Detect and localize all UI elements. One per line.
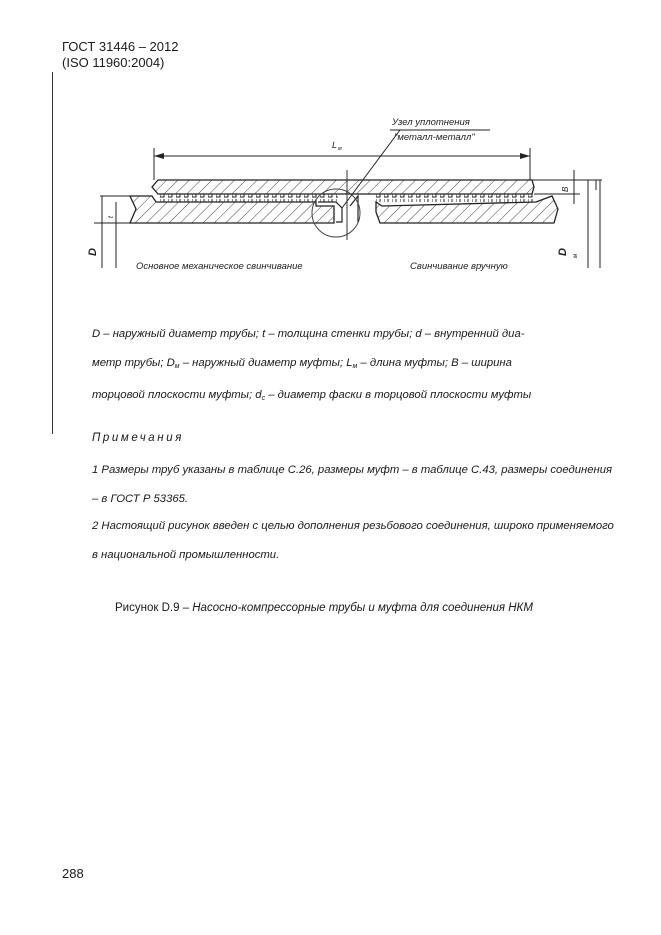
figure-caption <box>115 602 533 614</box>
margin-change-bar <box>52 72 53 434</box>
dimension-lm <box>154 140 530 180</box>
standard-number: ГОСТ 31446 – 2012 <box>62 39 179 54</box>
coupling-body <box>152 180 534 194</box>
document-header <box>62 39 178 71</box>
d-left-label: D <box>87 248 99 256</box>
legend-text: D – наружный диаметр трубы; t – толщина стенки трубы; d – внутренний диа- <box>92 328 525 340</box>
thread-zone-left <box>160 194 338 202</box>
legend-subscript: c <box>261 395 266 402</box>
t-label: t <box>108 216 115 218</box>
legend-subscript: м <box>352 362 358 370</box>
legend-text: – длина муфты; B – ширина <box>357 356 512 369</box>
note-2: 2 Настоящий рисунок введен с целью дополнения резьбового соединения, широко применяемого в национальной промышленности. <box>92 520 614 561</box>
legend-text: торцовой плоскости муфты; d <box>92 389 262 401</box>
legend-subscript: м <box>174 362 180 370</box>
callout-line1: Узел уплотнения <box>392 117 470 128</box>
symbols-legend <box>92 320 592 414</box>
lm-label: L <box>332 140 338 150</box>
iso-reference: (ISO 11960:2004) <box>62 55 165 70</box>
legend-text: – диаметр фаски в торцовой плоскости муфты <box>265 389 532 401</box>
caption-main-makeup: Основное механическое свинчивание <box>136 261 303 272</box>
caption-prefix: Рисунок D.9 – <box>115 602 193 614</box>
dimension-dm-right <box>557 180 602 268</box>
lm-sub: м <box>338 146 342 152</box>
dimension-b <box>532 170 580 204</box>
legend-line-2 <box>92 349 592 382</box>
dimension-d-left <box>87 196 136 268</box>
thread-zone-right <box>374 194 534 202</box>
legend-line-3 <box>92 381 592 414</box>
b-label: B <box>561 186 570 192</box>
coupling-drawing <box>80 108 620 283</box>
notes-heading: Примечания <box>92 432 184 444</box>
caption-hand-makeup: Свинчивание вручную <box>410 261 508 272</box>
legend-text: – наружный диаметр муфты; L <box>179 356 353 369</box>
page-number: 288 <box>62 866 84 881</box>
callout-line2: "металл-металл" <box>394 132 475 143</box>
d-right-sub: м <box>573 253 579 258</box>
legend-line-1 <box>92 320 592 349</box>
note-1: 1 Размеры труб указаны в таблице С.26, размеры муфт – в таблице С.43, размеры соединения – в ГОСТ Р 53365. <box>92 464 613 505</box>
d-right-label: D <box>557 248 569 256</box>
legend-text: метр трубы; D <box>92 356 175 369</box>
caption-text: Насосно-компрессорные трубы и муфта для соединения НКМ <box>192 602 533 614</box>
